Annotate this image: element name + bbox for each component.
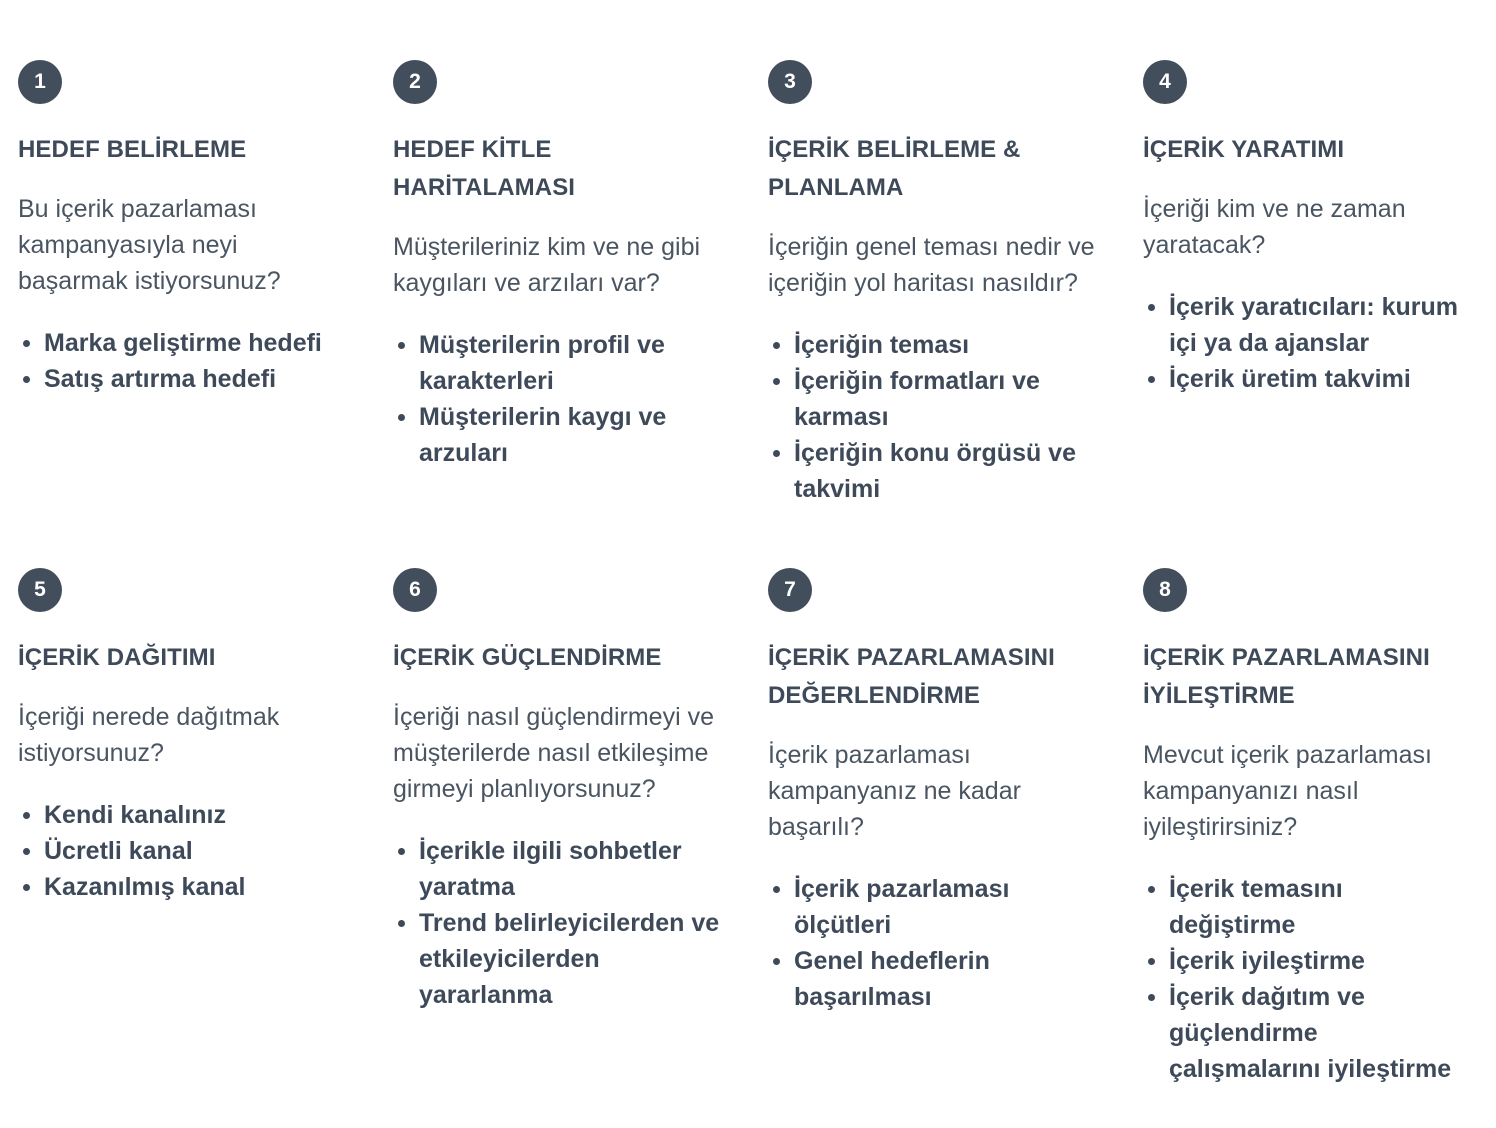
step-bullet-list (768, 327, 1098, 507)
step-question: Mevcut içerik pazarlaması kampanyanızı nasıl iyileştirirsiniz? (1143, 741, 1432, 841)
list-item: Kazanılmış kanal (18, 869, 348, 905)
step-bullet-list (1143, 289, 1473, 397)
step-bullet-list (18, 325, 348, 397)
list-item: İçerik temasını değiştirme (1143, 871, 1473, 943)
step-bullet-list (1143, 871, 1473, 1087)
step-bullet-list (393, 833, 723, 1013)
steps-row-top (0, 60, 1496, 507)
list-item: İçeriğin teması (768, 327, 1098, 363)
step-card-7 (768, 568, 1098, 1087)
list-item: İçerik yaratıcıları: kurum içi ya da ajanslar (1143, 289, 1473, 361)
list-item: İçerik iyileştirme (1143, 943, 1473, 979)
list-item: İçerik dağıtım ve güçlendirme çalışmalarını iyileştirme (1143, 979, 1473, 1087)
list-item: Kendi kanalınız (18, 797, 348, 833)
step-number-badge: 8 (1143, 568, 1187, 612)
list-item: Ücretli kanal (18, 833, 348, 869)
step-title: HEDEF BELİRLEME (18, 136, 247, 163)
step-card-6 (393, 568, 723, 1087)
step-bullet-list (768, 871, 1098, 1015)
list-item: İçerikle ilgili sohbetler yaratma (393, 833, 723, 905)
step-question: İçeriği kim ve ne zaman yaratacak? (1143, 195, 1406, 259)
list-item: Satış artırma hedefi (18, 361, 348, 397)
step-bullet-list (18, 797, 348, 905)
step-title: İÇERİK DAĞITIMI (18, 644, 216, 671)
step-question: Müşterileriniz kim ve ne gibi kaygıları ve arzıları var? (393, 233, 701, 297)
list-item: Trend belirleyicilerden ve etkileyicilerden yararlanma (393, 905, 723, 1013)
step-question: İçerik pazarlaması kampanyanız ne kadar başarılı? (768, 741, 1021, 841)
step-card-5 (18, 568, 348, 1087)
step-title: İÇERİK PAZARLAMASINI İYİLEŞTİRME (1143, 644, 1430, 709)
step-question: İçeriği nasıl güçlendirmeyi ve müşterilerde nasıl etkileşime girmeyi planlıyorsunuz? (393, 703, 714, 803)
list-item: Müşterilerin kaygı ve arzuları (393, 399, 723, 471)
step-number-badge: 5 (18, 568, 62, 612)
step-number-badge: 7 (768, 568, 812, 612)
list-item: Marka geliştirme hedefi (18, 325, 348, 361)
list-item: İçerik pazarlaması ölçütleri (768, 871, 1098, 943)
list-item: Genel hedeflerin başarılması (768, 943, 1098, 1015)
step-number-badge: 2 (393, 60, 437, 104)
list-item: İçerik üretim takvimi (1143, 361, 1473, 397)
step-question: İçeriği nerede dağıtmak istiyorsunuz? (18, 703, 280, 767)
list-item: Müşterilerin profil ve karakterleri (393, 327, 723, 399)
step-bullet-list (393, 327, 723, 471)
step-question: İçeriğin genel teması nedir ve içeriğin yol haritası nasıldır? (768, 233, 1095, 297)
step-card-1 (18, 60, 348, 507)
step-title: HEDEF KİTLE HARİTALAMASI (393, 136, 576, 201)
step-number-badge: 6 (393, 568, 437, 612)
step-number-badge: 1 (18, 60, 62, 104)
step-title: İÇERİK GÜÇLENDİRME (393, 644, 662, 671)
list-item: İçeriğin formatları ve karması (768, 363, 1098, 435)
step-title: İÇERİK BELİRLEME & PLANLAMA (768, 136, 1021, 201)
step-card-4 (1143, 60, 1473, 507)
steps-row-bottom (0, 568, 1496, 1087)
step-question: Bu içerik pazarlaması kampanyasıyla neyi başarmak istiyorsunuz? (18, 195, 281, 295)
step-card-3 (768, 60, 1098, 507)
step-card-2 (393, 60, 723, 507)
step-title: İÇERİK YARATIMI (1143, 136, 1345, 163)
step-card-8 (1143, 568, 1473, 1087)
step-title: İÇERİK PAZARLAMASINI DEĞERLENDİRME (768, 644, 1055, 709)
step-number-badge: 4 (1143, 60, 1187, 104)
step-number-badge: 3 (768, 60, 812, 104)
list-item: İçeriğin konu örgüsü ve takvimi (768, 435, 1098, 507)
